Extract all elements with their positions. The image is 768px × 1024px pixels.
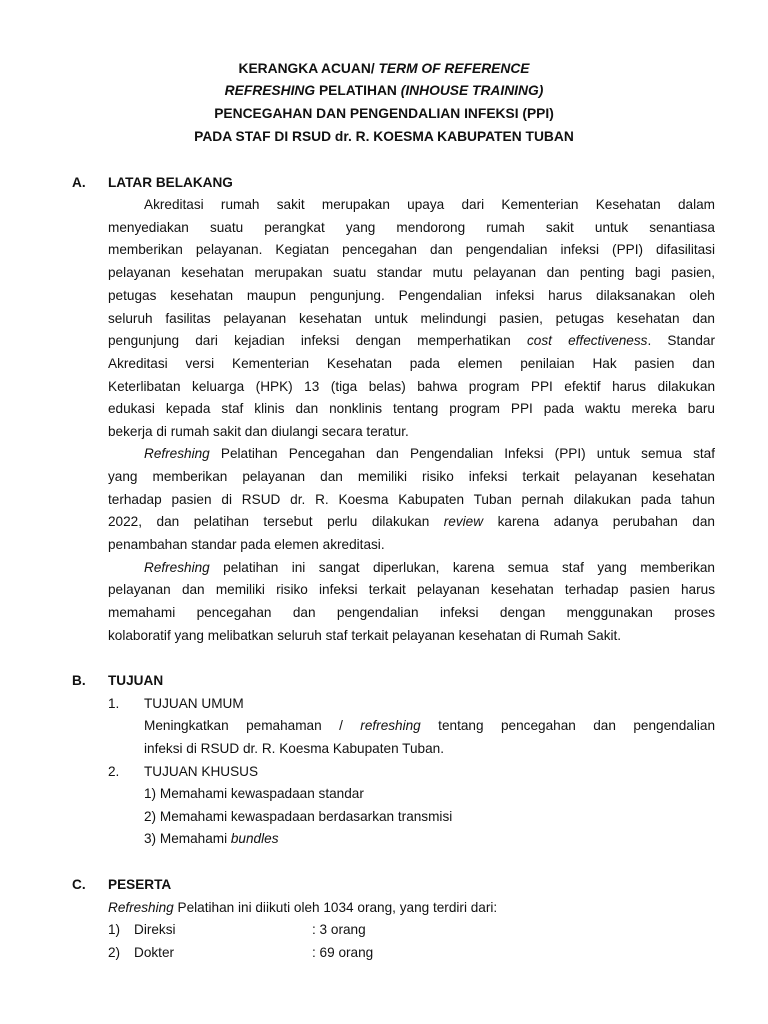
paragraph-line: terhadap pasien di RSUD dr. R. Koesma Kabupaten Tuban pernah dilakukan pada tahun [108, 492, 715, 507]
title-line-2: REFRESHING PELATIHAN (INHOUSE TRAINING) [224, 83, 544, 98]
paragraph-line: seluruh fasilitas pelayanan kesehatan untuk melindungi pasien, petugas kesehatan dan [108, 311, 715, 326]
participant-name: Direksi [134, 922, 176, 937]
paragraph-line: Akreditasi rumah sakit merupakan upaya dari Kementerian Kesehatan dalam [144, 197, 715, 212]
participant-number: 2) [108, 945, 121, 960]
list-item: 3) Memahami bundles [144, 831, 279, 846]
list-item: 1) Memahami kewaspadaan standar [144, 786, 364, 801]
list-number: 2. [108, 764, 120, 779]
tujuan-khusus-heading: TUJUAN KHUSUS [144, 764, 259, 779]
section-b-letter: B. [72, 673, 86, 688]
section-a-heading: LATAR BELAKANG [108, 175, 233, 190]
section-c-heading: PESERTA [108, 877, 172, 892]
paragraph-line: pengunjung dari kejadian infeksi dengan memperhatikan cost effectiveness. Standar [108, 333, 715, 348]
paragraph-line: memberikan pelayanan. Kegiatan pencegahan dan pengendalian infeksi (PPI) difasilitasi [108, 242, 715, 257]
section-a-letter: A. [72, 175, 86, 190]
paragraph-line: penambahan standar pada elemen akreditasi. [108, 537, 385, 552]
paragraph-line: memahami pencegahan dan pengendalian infeksi dengan menggunakan proses [108, 605, 715, 620]
section-c-letter: C. [72, 877, 86, 892]
paragraph-line: infeksi di RSUD dr. R. Koesma Kabupaten Tuban. [144, 741, 444, 756]
participant-count: : 69 orang [312, 945, 374, 960]
title-line-4: PADA STAF DI RSUD dr. R. KOESMA KABUPATEN TUBAN [194, 129, 574, 144]
paragraph-line: 2022, dan pelatihan tersebut perlu dilakukan review karena adanya perubahan dan [108, 514, 715, 529]
list-number: 1. [108, 696, 120, 711]
paragraph-line: petugas kesehatan maupun pengunjung. Pengendalian infeksi harus dilaksanakan oleh [108, 288, 715, 303]
participant-name: Dokter [134, 945, 175, 960]
paragraph-line: kolaboratif yang melibatkan seluruh staf terkait pelayanan kesehatan di Rumah Sakit. [108, 628, 622, 643]
title-line-1: KERANGKA ACUAN/ TERM OF REFERENCE [238, 61, 530, 76]
paragraph-line: Meningkatkan pemahaman / refreshing tentang pencegahan dan pengendalian [144, 718, 715, 733]
tujuan-umum-heading: TUJUAN UMUM [144, 696, 244, 711]
participant-count: : 3 orang [312, 922, 366, 937]
participant-number: 1) [108, 922, 121, 937]
paragraph-line: bekerja di rumah sakit dan diulangi secara teratur. [108, 424, 409, 439]
title-line-3: PENCEGAHAN DAN PENGENDALIAN INFEKSI (PPI) [214, 106, 554, 121]
paragraph-line: Refreshing Pelatihan Pencegahan dan Pengendalian Infeksi (PPI) untuk semua staf [144, 446, 715, 461]
paragraph-line: menyediakan suatu perangkat yang mendorong rumah sakit untuk senantiasa [108, 220, 715, 235]
paragraph-line: edukasi kepada staf klinis dan nonklinis tentang program PPI pada waktu mereka baru [108, 401, 715, 416]
paragraph-line: yang memberikan pelayanan dan memiliki risiko infeksi terkait pelayanan kesehatan [108, 469, 715, 484]
paragraph-line: pelayanan dan memiliki risiko infeksi terkait pelayanan kesehatan terhadap pasien harus [108, 582, 715, 597]
paragraph-line: Keterlibatan keluarga (HPK) 13 (tiga belas) bahwa program PPI efektif harus dilakukan [108, 379, 715, 394]
peserta-intro: Refreshing Pelatihan ini diikuti oleh 1034 orang, yang terdiri dari: [108, 900, 498, 915]
section-b-heading: TUJUAN [108, 673, 164, 688]
paragraph-line: pelayanan kesehatan merupakan suatu standar mutu pelayanan dan penting bagi pasien, [108, 265, 715, 280]
paragraph-line: Akreditasi versi Kementerian Kesehatan pada elemen penilaian Hak pasien dan [108, 356, 715, 371]
list-item: 2) Memahami kewaspadaan berdasarkan transmisi [144, 809, 453, 824]
paragraph-line: Refreshing pelatihan ini sangat diperlukan, karena semua staf yang memberikan [144, 560, 715, 575]
